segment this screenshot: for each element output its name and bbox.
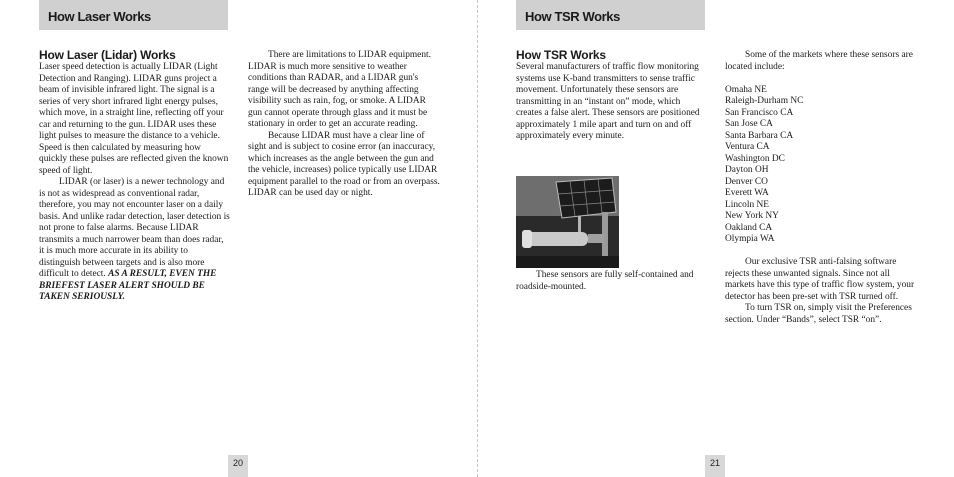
left-column-1 [39, 62, 230, 304]
tsr-market-item: Santa Barbara CA [725, 130, 794, 141]
lidar-intro-paragraph: Laser speed detection is actually LIDAR (Light Detection and Ranging). LIDAR guns project a beam of invisible infrared light. The signal is a series of very short infrared light energy pulses, which move, in a straight line, reflecting off your car and returning to the gun. LIDAR uses these light pulses to measure the distance to a vehicle. Speed is then calculated by measuring how quickly these pulses are reflected given the known speed of light. [39, 62, 229, 176]
tsr-market-item: Everett WA [725, 188, 769, 198]
page-number-right: 21 [705, 455, 725, 477]
tsr-market-item: Ventura CA [725, 142, 770, 152]
tsr-market-item: Oakland CA [725, 222, 773, 233]
tsr-market-item: Raleigh-Durham NC [725, 96, 804, 106]
tsr-market-item: New York NY [725, 211, 779, 221]
right-column-1 [516, 62, 707, 143]
lidar-limitations-paragraph: There are limitations to LIDAR equipment. LIDAR is much more sensitive to weather conditions than RADAR, and a LIDAR gun's range will be decreased by anything affecting visibility such as rain, fog, or smoke. A LIDAR gun cannot operate through glass and it must be stationary in order to get an accurate reading. [248, 50, 431, 129]
left-header-title: How Laser Works [48, 9, 151, 24]
left-header-band [39, 0, 228, 30]
right-section-heading: How TSR Works [516, 48, 606, 62]
tsr-markets-intro: Some of the markets where these sensors are located include: [725, 50, 913, 72]
lidar-newer-technology-paragraph [39, 177, 230, 304]
tsr-turn-on-instructions: To turn TSR on, simply visit the Preferences section. Under “Bands”, select TSR “on”. [725, 303, 912, 325]
right-column-2 [725, 50, 917, 326]
tsr-market-item: Olympia WA [725, 234, 775, 244]
laser-alert-warning: AS A RESULT, EVEN THE BRIEFEST LASER ALERT SHOULD BE TAKEN SERIOUSLY. [39, 269, 217, 302]
tsr-market-item: Dayton OH [725, 165, 769, 175]
tsr-market-list [725, 85, 917, 246]
tsr-market-item: San Francisco CA [725, 107, 794, 118]
tsr-market-item: San Jose CA [725, 119, 773, 129]
page-number-left: 20 [228, 455, 248, 477]
right-page [477, 0, 954, 477]
tsr-intro-paragraph: Several manufacturers of traffic flow monitoring systems use K-band transmitters to sense traffic movement. Unfortunately these sensors are transmitting in an “instant on” mode, which creates a false alert. These sensors are positioned approximately 1 mile apart and turn on and off approximately every minute. [516, 62, 700, 141]
tsr-market-item: Lincoln NE [725, 199, 770, 210]
right-header-title: How TSR Works [525, 9, 620, 24]
tsr-sensor-photo [516, 176, 619, 268]
tsr-market-item: Omaha NE [725, 84, 767, 95]
lidar-newer-technology-text: LIDAR (or laser) is a newer technology and is not as widespread as conventional radar, therefore, you may not encounter laser on a daily basis. And unlike radar detection, laser detection is not prone to false alarms. Because LIDAR transmits a much narrower beam than does radar, it is much more accurate in its ability to distinguish between targets and is also more difficult to detect. [39, 177, 230, 279]
lidar-line-of-sight-paragraph: Because LIDAR must have a clear line of sight and is subject to cosine error (an inaccuracy, which increases as the angle between the gun and the vehicle, increases) police typically use LIDAR equipment parallel to the road or from an overpass. LIDAR can be used day or night. [248, 130, 440, 198]
left-column-2 [248, 50, 440, 200]
tsr-market-item: Washington DC [725, 153, 785, 164]
right-header-band [516, 0, 705, 30]
tsr-anti-falsing-paragraph: Our exclusive TSR anti-falsing software rejects these unwanted signals. Since not all markets have this type of traffic flow system, your detector has been pre-set with TSR turned off. [725, 257, 915, 302]
tsr-market-item: Denver CO [725, 176, 768, 187]
photo-caption-text: These sensors are fully self-contained and roadside-mounted. [516, 270, 694, 292]
left-section-heading: How Laser (Lidar) Works [39, 48, 176, 62]
tsr-photo-caption [516, 270, 706, 293]
